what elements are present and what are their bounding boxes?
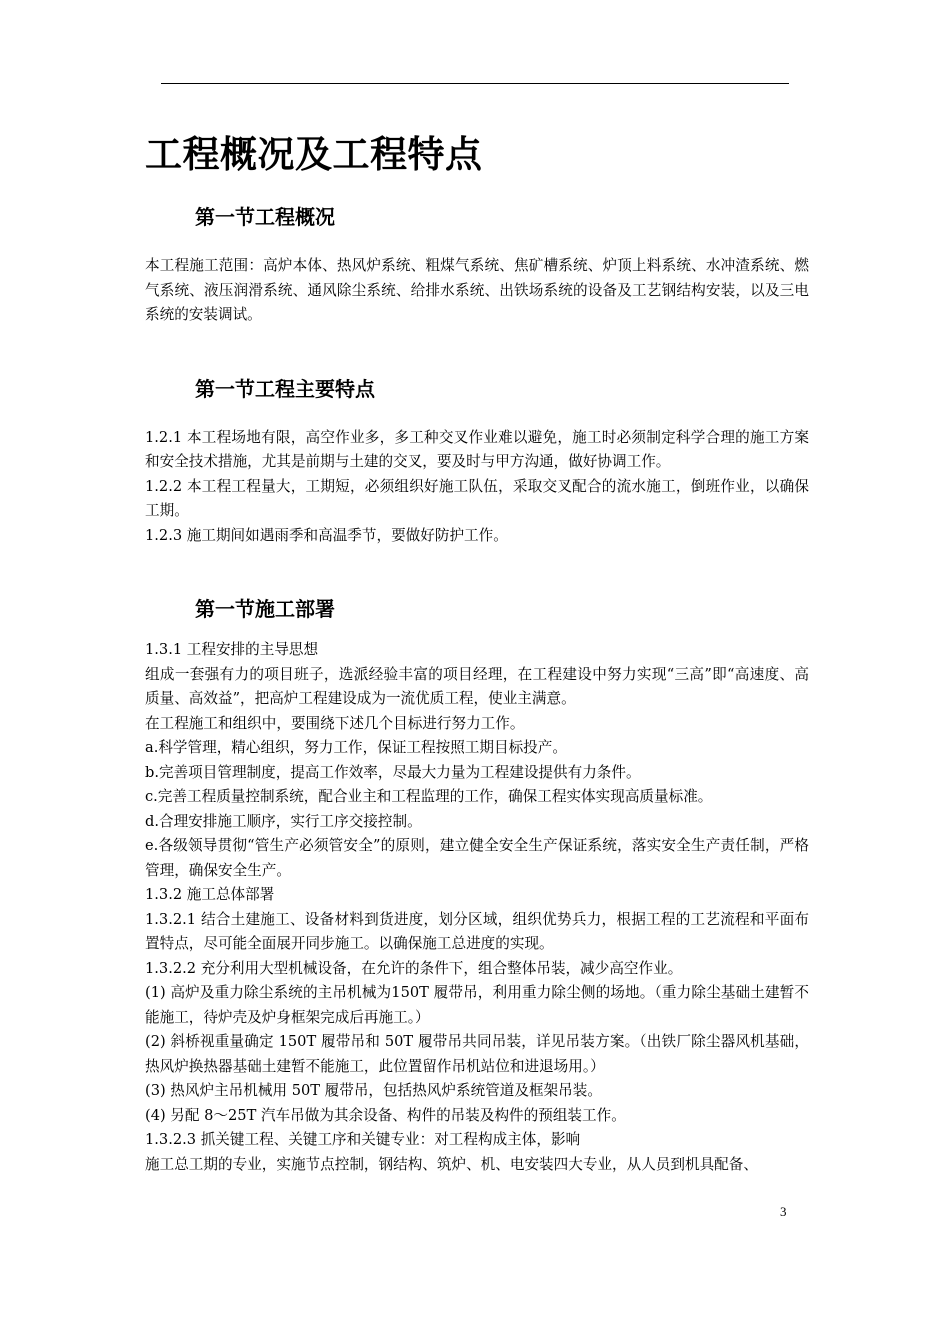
paragraph: 1.3.1 工程安排的主导思想 — [145, 641, 319, 658]
paragraph: 1.3.2.2 充分利用大型机械设备，在允许的条件下，组合整体吊装，减少高空作业。 — [145, 959, 683, 977]
section-heading-features: 第一节工程主要特点 — [195, 376, 375, 401]
paragraph: 1.2.2 本工程工程量大，工期短，必须组织好施工队伍，采取交叉配合的流水施工，倒班作业，以确保工期。 — [145, 477, 809, 519]
paragraph: 组成一套强有力的项目班子，选派经验丰富的项目经理，在工程建设中努力实现“三高”即“高速度、高质量、高效益”，把高炉工程建设成为一流优质工程，使业主满意。 — [145, 665, 809, 707]
page-title: 工程概况及工程特点 — [145, 133, 483, 176]
paragraph: (1) 高炉及重力除尘系统的主吊机械为150T 履带吊，利用重力除尘侧的场地。（重力除尘基础土建暂不能施工，待炉壳及炉身框架完成后再施工。） — [145, 984, 809, 1026]
paragraph: 施工总工期的专业，实施节点控制，钢结构、筑炉、机、电安装四大专业，从人员到机具配备、 — [145, 1155, 758, 1173]
header-rule — [161, 83, 789, 84]
paragraph: 1.3.2 施工总体部署 — [145, 886, 275, 903]
page-number: 3 — [780, 1204, 787, 1219]
paragraph: 本工程施工范围：高炉本体、热风炉系统、粗煤气系统、焦矿槽系统、炉顶上料系统、水冲渣系统、燃气系统、液压润滑系统、通风除尘系统、给排水系统、出铁场系统的设备及工艺钢结构安装，以及三电系统的安装调试。 — [145, 257, 809, 323]
paragraph: 1.3.2.1 结合土建施工、设备材料到货进度，划分区域，组织优势兵力，根据工程的工艺流程和平面布置特点，尽可能全面展开同步施工。以确保施工总进度的实现。 — [145, 910, 809, 952]
paragraph: c.完善工程质量控制系统，配合业主和工程监理的工作，确保工程实体实现高质量标准。 — [145, 788, 713, 805]
paragraph: (3) 热风炉主吊机械用 50T 履带吊，包括热风炉系统管道及框架吊装。 — [145, 1082, 602, 1099]
document-body — [145, 128, 809, 1177]
paragraph: b.完善项目管理制度，提高工作效率，尽最大力量为工程建设提供有力条件。 — [145, 763, 641, 781]
paragraph: a.科学管理，精心组织，努力工作，保证工程按照工期目标投产。 — [145, 739, 567, 756]
paragraph: e.各级领导贯彻“管生产必须管安全”的原则，建立健全安全生产保证系统，落实安全生产责任制，严格管理，确保安全生产。 — [145, 837, 809, 879]
paragraph: d.合理安排施工顺序，实行工序交接控制。 — [145, 812, 422, 830]
paragraph: (4) 另配 8～25T 汽车吊做为其余设备、构件的吊装及构件的预组装工作。 — [145, 1106, 626, 1124]
paragraph: (2) 斜桥视重量确定 150T 履带吊和 50T 履带吊共同吊装，详见吊装方案。（出铁厂除尘器风机基础，热风炉换热器基础土建暂不能施工，此位置留作吊机站位和进退场用。） — [145, 1033, 809, 1075]
paragraph: 1.3.2.3 抓关键工程、关键工序和关键专业：对工程构成主体，影响 — [145, 1131, 581, 1148]
section-heading-overview: 第一节工程概况 — [195, 205, 335, 229]
section-heading-deployment: 第一节施工部署 — [195, 597, 335, 621]
paragraph: 1.2.1 本工程场地有限，高空作业多，多工种交叉作业难以避免，施工时必须制定科学合理的施工方案和安全技术措施，尤其是前期与土建的交叉，要及时与甲方沟通，做好协调工作。 — [145, 428, 809, 470]
paragraph: 在工程施工和组织中，要围绕下述几个目标进行努力工作。 — [145, 714, 525, 732]
paragraph: 1.2.3 施工期间如遇雨季和高温季节，要做好防护工作。 — [145, 526, 508, 544]
